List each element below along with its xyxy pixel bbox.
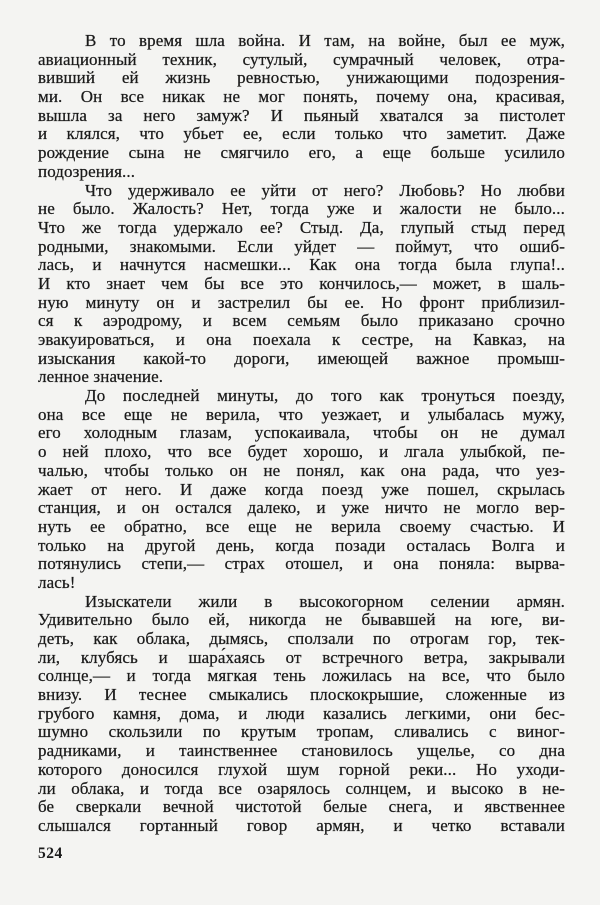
text-line: его холодным глазам, успокаивала, чтобы он не думал bbox=[38, 423, 565, 443]
text-line: лась! bbox=[38, 572, 76, 592]
text-line: родными, знакомыми. Если уйдет — поймут, что ошиб- bbox=[38, 236, 565, 256]
text-line: Удивительно было ей, никогда не бывавшей на юге, ви- bbox=[38, 610, 565, 630]
text-block bbox=[38, 32, 565, 836]
text-line: ную минуту он и застрелил бы ее. Но фронт приблизил- bbox=[38, 292, 565, 312]
text-line: внизу. И теснее смыкались плоскокрышие, сложенные из bbox=[38, 685, 565, 705]
text-line: авиационный техник, сутулый, сумрачный человек, отра- bbox=[38, 49, 565, 69]
text-line: потянулись степи,— страх отошел, и она поняла: вырва- bbox=[38, 554, 565, 574]
text-line: только на другой день, когда позади осталась Волга и bbox=[38, 535, 565, 555]
text-line: В то время шла война. И там, на войне, был ее муж, bbox=[85, 31, 565, 50]
text-line: эвакуироваться, и она поехала к сестре, на Кавказ, на bbox=[38, 330, 565, 349]
text-line: изыскания какой-то дороги, имеющей важное промыш- bbox=[38, 348, 565, 368]
text-line: Что удерживало ее уйти от него? Любовь? Но любви bbox=[85, 180, 565, 200]
text-line: До последней минуты, до того как тронуться поезду, bbox=[85, 386, 565, 406]
text-line: нуть ее обратно, все еще не верила своему счастью. И bbox=[38, 516, 565, 536]
text-line: ли, клубясь и шара́хаясь от встречного ветра, закрывали bbox=[38, 647, 565, 667]
text-line: слышался гортанный говор армян, и четко вставали bbox=[38, 815, 565, 835]
text-line: рождение сына не смягчило его, а еще больше усилило bbox=[38, 143, 565, 163]
text-line: ся к аэродрому, и всем семьям было приказано срочно bbox=[38, 311, 565, 331]
text-line: вивший ей жизнь ревностью, унижающими подозрения- bbox=[38, 68, 565, 88]
text-line: вышла за него замуж? И пьяный хватался за пистолет bbox=[38, 105, 565, 125]
text-line: ми. Он все никак не мог понять, почему она, красивая, bbox=[38, 87, 565, 107]
text-line: подозрения... bbox=[38, 161, 136, 181]
text-line: и клялся, что убьет ее, если только что заметит. Даже bbox=[38, 124, 565, 144]
text-line: лась, и начнутся насмешки... Как она тогда была глупа!.. bbox=[38, 255, 565, 275]
text-line: которого доносился глухой шум горной реки... Но уходи- bbox=[38, 759, 565, 779]
text-line: станция, и он остался далеко, и уже ничто не могло вер- bbox=[38, 498, 565, 518]
text-line: ленное значение. bbox=[38, 367, 164, 387]
text-line: грубого камня, дома, и люди казались легкими, они бес- bbox=[38, 703, 565, 723]
text-line: жает от него. И даже когда поезд уже пошел, скрылась bbox=[38, 479, 565, 499]
page-number: 524 bbox=[38, 845, 63, 862]
text-line: не было. Жалость? Нет, тогда уже и жалости не было... bbox=[38, 199, 565, 219]
text-line: ли облака, и тогда все озарялось солнцем, и высоко в не- bbox=[38, 778, 565, 798]
text-line: она все еще не верила, что уезжает, и улыбалась мужу, bbox=[38, 404, 565, 424]
text-line: солнце,— и тогда мягкая тень ложилась на все, что было bbox=[38, 666, 565, 686]
text-line: И кто знает чем бы все это кончилось,— может, в шаль- bbox=[38, 273, 565, 293]
text-line: Что же тогда удержало ее? Стыд. Да, глупый стыд перед bbox=[38, 217, 565, 237]
text-line: шумно скользили по крутым тропам, сливались с виног- bbox=[38, 722, 565, 742]
text-line: радниками, и таинственнее становилось ущелье, со дна bbox=[38, 741, 565, 761]
text-line: деть, как облака, дымясь, сползали по отрогам гор, тек- bbox=[38, 629, 565, 648]
text-line: о ней плохо, что все будет хорошо, и лгала улыбкой, пе- bbox=[38, 442, 565, 462]
text-line: Изыскатели жили в высокогорном селении армян. bbox=[85, 591, 565, 611]
text-line: бе сверкали вечной чистотой белые снега, и явственнее bbox=[38, 797, 565, 817]
text-line: чалью, чтобы только он не понял, как она рада, что уез- bbox=[38, 460, 565, 480]
